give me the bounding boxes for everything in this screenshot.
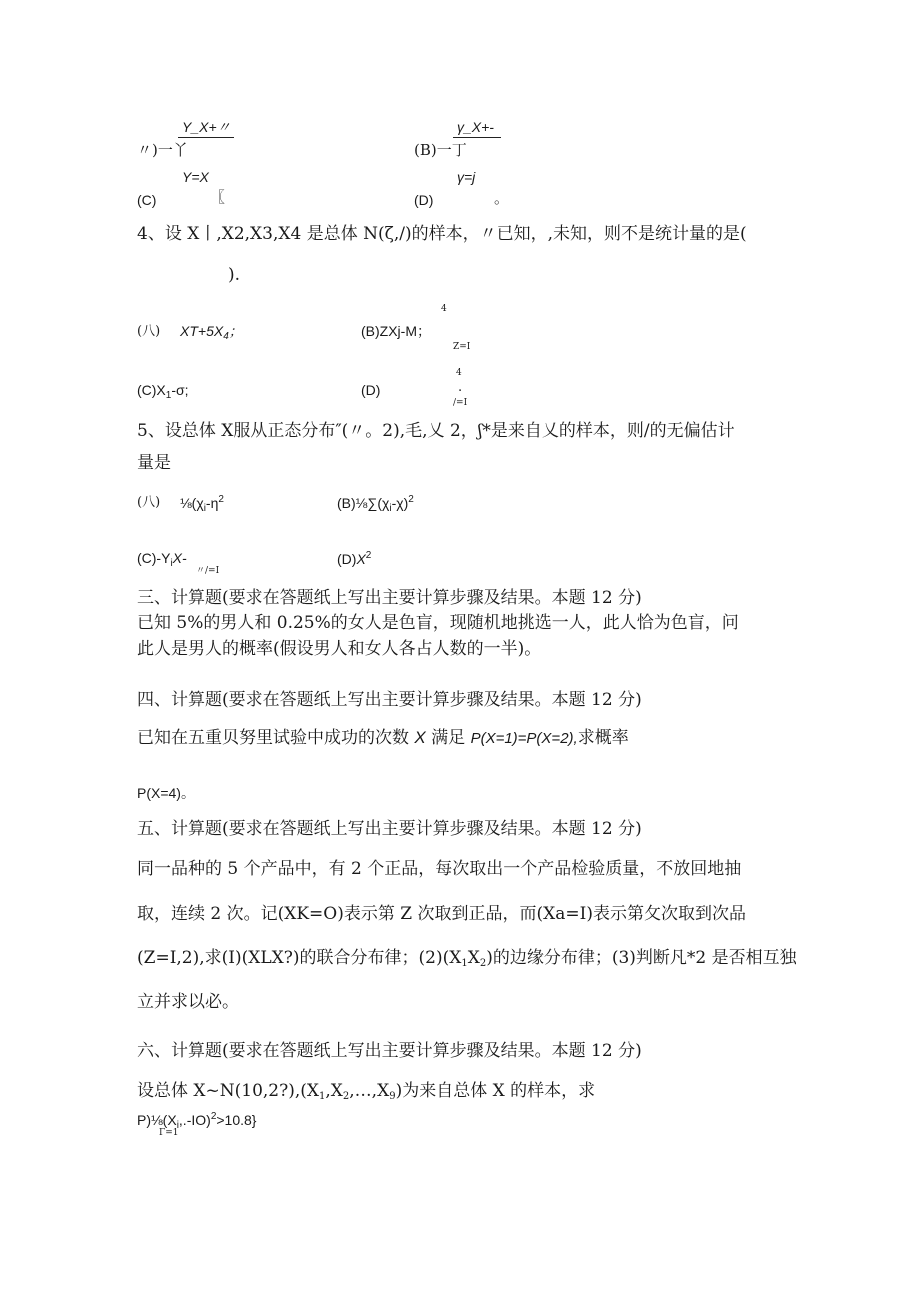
q4-stem-line1: 4、设 X丨,X2,X3,X4 是总体 N(ζ,/)的样本，〃已知，,未知，则不是统计量的是( bbox=[137, 224, 747, 244]
section-3-heading: 三、计算题(要求在答题纸上写出主要计算步骤及结果。本题 12 分) bbox=[137, 588, 642, 608]
q5-option-b-expr: $(B)\frac{1}{8}\sum(\chi_i-\chi)^2$ bbox=[337, 494, 414, 514]
q3-option-b-fraction-bar bbox=[453, 137, 501, 138]
section-4-text-line2: P(X=4)。 bbox=[137, 785, 195, 801]
section-6-heading: 六、计算题(要求在答题纸上写出主要计算步骤及结果。本题 12 分) bbox=[137, 1041, 642, 1061]
q4-option-b-upper-limit: 4 bbox=[441, 304, 447, 314]
q4-option-b-expr: (B)ZXj-M； bbox=[361, 323, 431, 339]
q4-option-b-lower-limit: Z=I bbox=[453, 342, 471, 352]
section-3-text-line2: 此人是男人的概率(假设男人和女人各占人数的一半)。 bbox=[137, 639, 542, 659]
q4-option-d-upper-limit: 4 bbox=[456, 368, 462, 378]
q5-stem-line2: 量是 bbox=[137, 453, 171, 473]
q3-option-b-label: (B)一丁 bbox=[414, 141, 467, 159]
section-5-heading: 五、计算题(要求在答题纸上写出主要计算步骤及结果。本题 12 分) bbox=[137, 819, 642, 839]
q3-option-d-numerator: γ=j bbox=[457, 169, 476, 185]
section-6-formula: $P)\frac{1}{8}(X_i,.-IO)^2>10.8$} bbox=[137, 1111, 257, 1131]
section-5-text-line2: 取，连续 2 次。记(XK=O)表示第 Z 次取到正品，而(Xa=I)表示第攵次取到次品 bbox=[137, 904, 746, 924]
section-4-heading: 四、计算题(要求在答题纸上写出主要计算步骤及结果。本题 12 分) bbox=[137, 690, 642, 710]
section-5-text-line4: 立并求以必。 bbox=[137, 992, 239, 1012]
q5-option-d-expr: $(D)X^2$ bbox=[337, 550, 372, 567]
q4-option-d-label: (D) bbox=[361, 382, 381, 398]
q4-option-d-body: . bbox=[458, 380, 463, 395]
section-5-text-line1: 同一品种的 5 个产品中，有 2 个正品，每次取出一个产品检验质量，不放回地抽 bbox=[137, 859, 742, 879]
section-5-text-line3: (Z=I,2),求(I)(XLX?)的联合分布律；$(2)(X_1X_2)$的边缘分布律；(3)判断凡*2 是否相互独 bbox=[137, 948, 797, 969]
q3-option-c-numerator: Y=X bbox=[182, 169, 209, 185]
q3-option-c-body: 〖 bbox=[210, 188, 226, 206]
q4-option-a-expr: $XT+5X_4$； bbox=[180, 323, 243, 342]
q5-option-a-label: (八) bbox=[137, 495, 161, 510]
section-6-text-line1: 设总体 $X\sim N(10,2?),(X_1,X_2,\dots,X_9)$为来自总体 X 的样本，求 bbox=[137, 1081, 596, 1102]
q3-option-d-end: 。 bbox=[494, 189, 510, 207]
q3-option-c-label: (C) bbox=[137, 192, 157, 208]
q4-stem-line2: ). bbox=[228, 265, 241, 285]
q4-option-a-label: (八) bbox=[137, 324, 161, 339]
q5-option-c-expr: $(C)-Y_iX-$ bbox=[137, 550, 187, 569]
q3-option-a-numerator: Y_X+〃 bbox=[182, 119, 231, 135]
q5-option-c-lower-limit: 〃/=I bbox=[196, 566, 220, 576]
q4-option-c-expr: $(C)X_1-\sigma$; bbox=[137, 382, 189, 401]
q4-option-d-lower-limit: /=I bbox=[453, 398, 468, 408]
q3-option-a-fraction-bar bbox=[178, 137, 234, 138]
q3-option-d-label: (D) bbox=[414, 192, 434, 208]
q3-option-a-label: 〃)一丫 bbox=[137, 141, 188, 159]
q5-option-a-expr: $\frac{1}{8}(\chi_i-\eta^2$ bbox=[180, 494, 224, 514]
q5-stem-line1: 5、设总体 X服从正态分布″(〃。2),毛,乂 2，ʃ*是来自乂的样本，则/的无偏估计 bbox=[137, 421, 735, 441]
section-3-text-line1: 已知 5%的男人和 0.25%的女人是色盲，现随机地挑选一人，此人恰为色盲，问 bbox=[137, 613, 739, 633]
section-4-text-line1: 已知在五重贝努里试验中成功的次数 X 满足 P(X=1)=P(X=2),求概率 bbox=[137, 728, 629, 748]
q3-option-b-numerator: γ_X+- bbox=[457, 119, 494, 135]
section-6-formula-lower-limit: Γ=1 bbox=[159, 1128, 179, 1138]
